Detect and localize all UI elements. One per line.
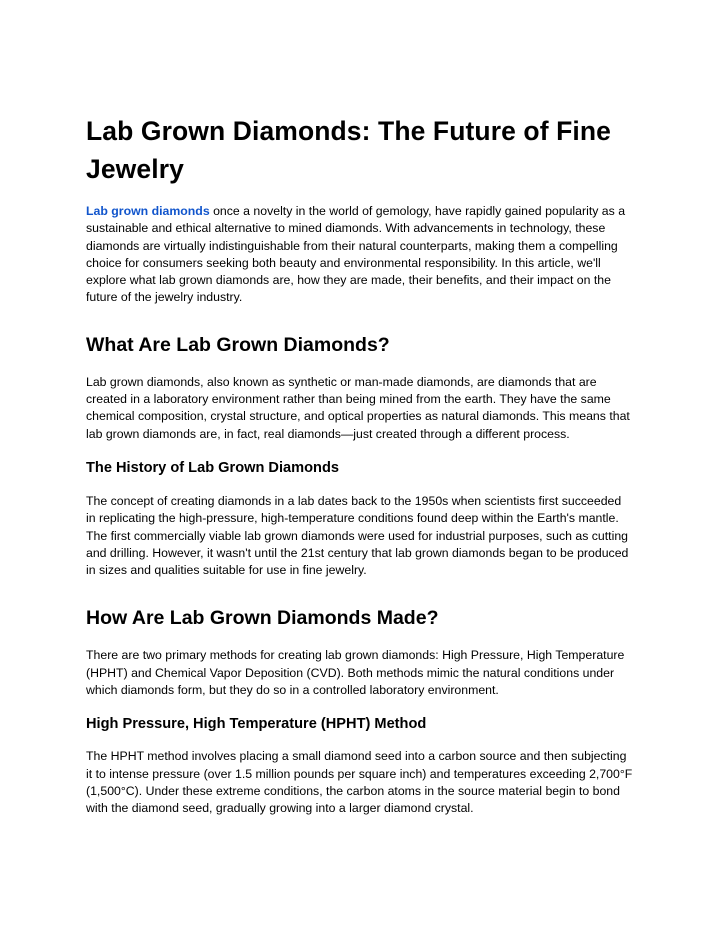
section-heading-what-are: What Are Lab Grown Diamonds? [86, 333, 390, 356]
subsection-heading-hpht: High Pressure, High Temperature (HPHT) Method [86, 716, 427, 733]
document-page [86, 112, 634, 818]
intro-paragraph [86, 203, 634, 307]
article-title: Lab Grown Diamonds: The Future of Fine Jewelry [86, 116, 611, 184]
section-heading-how-made: How Are Lab Grown Diamonds Made? [86, 607, 439, 630]
intro-text: once a novelty in the world of gemology, have rapidly gained popularity as a sustainable and ethical alternative to mined diamonds. With advancements in technology, these diamonds are virtually indistinguishable from their natural counterparts, making them a compelling choice for consumers seeking both beauty and environmental responsibility. In this article, we'll explore what lab grown diamonds are, how they are made, their benefits, and their impact on the future of the jewelry industry. [86, 204, 626, 305]
section-text-what-are: Lab grown diamonds, also known as synthetic or man-made diamonds, are diamonds that are created in a laboratory environment rather than being mined from the earth. They have the same chemical composition, crystal structure, and optical properties as natural diamonds. This means that lab grown diamonds are, in fact, real diamonds—just created through a different process. [86, 374, 630, 441]
subsection-heading-history: The History of Lab Grown Diamonds [86, 459, 339, 476]
lab-grown-diamonds-link[interactable]: Lab grown diamonds [86, 204, 210, 218]
subsection-text-hpht: The HPHT method involves placing a small diamond seed into a carbon source and then subjecting it to intense pressure (over 1.5 million pounds per square inch) and temperatures exceeding 2,700°F (1,500°C). Under these extreme conditions, the carbon atoms in the source material begin to bond with the diamond seed, gradually growing into a larger diamond crystal. [86, 749, 633, 816]
subsection-text-history: The concept of creating diamonds in a lab dates back to the 1950s when scientists first succeeded in replicating the high-pressure, high-temperature conditions found deep within the Earth's mantle. The first commercially viable lab grown diamonds were used for industrial purposes, such as cutting and drilling. However, it wasn't until the 21st century that lab grown diamonds began to be produced in sizes and qualities suitable for use in fine jewelry. [86, 493, 629, 578]
section-text-how-made: There are two primary methods for creating lab grown diamonds: High Pressure, High Temperature (HPHT) and Chemical Vapor Deposition (CVD). Both methods mimic the natural conditions under which diamonds form, but they do so in a controlled laboratory environment. [86, 648, 625, 698]
